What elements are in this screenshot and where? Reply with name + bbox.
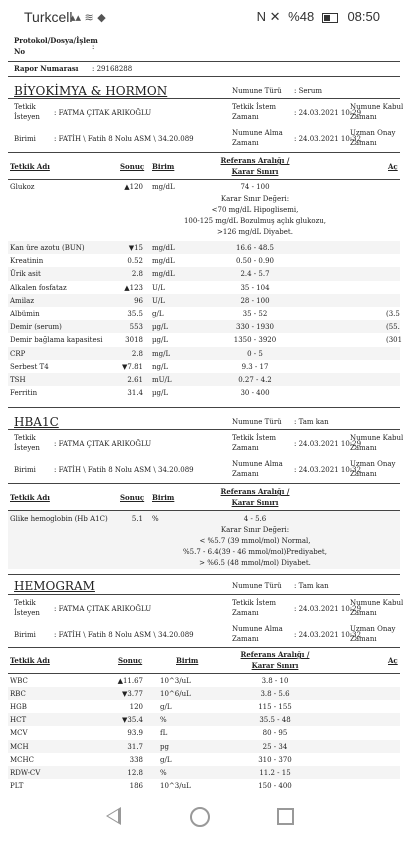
carrier-name: Turkcell xyxy=(24,9,73,25)
divider xyxy=(8,429,400,430)
col-ac: Aç xyxy=(388,656,398,665)
divider xyxy=(8,407,400,408)
test-name: CRP xyxy=(10,349,26,358)
section-title-hba1c: HBA1C xyxy=(14,415,59,429)
karar-line: >126 mg/dL Diyabet. xyxy=(217,228,293,236)
alma-value: : 24.03.2021 10:32 xyxy=(294,631,362,639)
col-sonuc: Sonuç xyxy=(118,656,143,665)
onay-label: Uzman Onay xyxy=(350,460,396,468)
tetkik-istem-label-2: Zamanı xyxy=(232,444,259,452)
col-referans: Referans Aralığı / xyxy=(220,487,290,496)
col-birim: Birim xyxy=(176,656,199,665)
numune-turu-label: Numune Türü xyxy=(232,582,282,590)
test-extra: (55. xyxy=(386,323,400,332)
test-unit: 10^6/uL xyxy=(160,690,191,699)
home-icon[interactable] xyxy=(190,807,210,827)
test-name: MCH xyxy=(10,742,29,751)
alma-label: Numune Alma xyxy=(232,460,283,468)
test-unit: mg/dL xyxy=(152,244,175,252)
test-unit: % xyxy=(160,716,167,725)
test-result: ▲120 xyxy=(124,183,143,191)
test-extra: (3.5 xyxy=(386,310,400,318)
tetkik-istem-label: Tetkik İstem xyxy=(232,599,276,607)
section-title-hemogram: HEMOGRAM xyxy=(14,579,95,593)
test-name: WBC xyxy=(10,677,28,685)
test-name: PLT xyxy=(10,781,24,790)
test-unit: U/L xyxy=(152,283,165,292)
test-unit: µg/L xyxy=(152,336,169,345)
section-title-biyokimya: BİYOKİMYA & HORMON xyxy=(14,84,168,98)
test-ref: 3.8 - 10 xyxy=(261,677,289,685)
nfc-mute-icon: N ✕ xyxy=(256,9,281,24)
test-unit: pg xyxy=(160,742,169,751)
alma-value: : 24.03.2021 10:32 xyxy=(294,466,362,474)
protokol-label-2: No xyxy=(14,47,26,56)
test-unit: mg/dL xyxy=(152,183,175,191)
test-name: HCT xyxy=(10,716,27,725)
karar-line: <70 mg/dL Hipoglisemi, xyxy=(211,206,299,214)
col-referans: Referans Aralığı / xyxy=(220,156,290,165)
istem-value: : 24.03.2021 10:29 xyxy=(294,440,362,448)
test-result: 5.1 xyxy=(131,515,143,523)
test-result: ▲11.67 xyxy=(117,677,143,685)
divider xyxy=(8,179,400,180)
battery-icon xyxy=(322,13,338,23)
test-result: ▼35.4 xyxy=(122,716,143,725)
test-ref: 2.4 - 5.7 xyxy=(240,270,270,279)
test-result: 2.61 xyxy=(127,376,143,384)
test-result: 2.8 xyxy=(131,270,143,279)
test-unit: mg/L xyxy=(152,349,171,358)
birimi-value: : FATİH \ Fatih 8 Nolu ASM \ 34.20.089 xyxy=(54,631,194,639)
test-name: MCHC xyxy=(10,755,34,764)
karar-line: > %6.5 (48 mmol/mol) Diyabet. xyxy=(199,559,311,567)
test-ref: 35 - 104 xyxy=(240,283,270,292)
test-name: Demir (serum) xyxy=(10,323,62,332)
test-ref: 150 - 400 xyxy=(258,781,292,790)
col-referans: Referans Aralığı / xyxy=(240,650,310,659)
divider xyxy=(8,574,400,575)
col-karar: Karar Sınırı xyxy=(251,661,299,670)
test-ref: 11.2 - 15 xyxy=(259,768,291,777)
alma-label: Numune Alma xyxy=(232,625,283,633)
tetkik-istem-label: Tetkik İstem xyxy=(232,434,276,442)
test-name: TSH xyxy=(10,376,26,384)
test-extra: (301 xyxy=(386,336,403,345)
battery-percent: %48 xyxy=(288,9,315,24)
kabul-label: Numune Kabul xyxy=(350,103,403,111)
birimi-label: Birimi xyxy=(14,466,36,474)
test-result: ▼15 xyxy=(128,244,143,252)
kabul-label: Numune Kabul xyxy=(350,434,403,442)
test-result: 12.8 xyxy=(127,768,143,777)
test-result: 35.5 xyxy=(127,310,143,318)
recent-apps-icon[interactable] xyxy=(277,808,294,825)
test-unit: U/L xyxy=(152,296,165,305)
test-ref: 28 - 100 xyxy=(240,296,270,305)
test-name: Albümin xyxy=(10,310,40,318)
test-ref: 35 - 52 xyxy=(242,310,268,318)
alma-label-2: Zamanı xyxy=(232,139,259,147)
col-tetkik-adi: Tetkik Adı xyxy=(10,493,50,502)
karar-line: %5.7 - 6.4(39 - 46 mmol/mol)Prediyabet, xyxy=(183,548,327,556)
test-result: 120 xyxy=(129,703,143,712)
test-name: Glike hemoglobin (Hb A1C) xyxy=(10,515,108,523)
test-ref: 330 - 1930 xyxy=(236,323,274,332)
istem-value: : 24.03.2021 10:29 xyxy=(294,109,362,117)
divider xyxy=(8,647,400,648)
alma-label: Numune Alma xyxy=(232,129,283,137)
signal-wifi-icon: ▴▴ ≋ ◆ xyxy=(70,11,106,24)
test-ref: 310 - 370 xyxy=(258,755,292,764)
test-unit: ng/L xyxy=(152,362,168,371)
test-name: MCV xyxy=(10,729,28,738)
test-result: 186 xyxy=(129,781,143,790)
test-ref: 3.8 - 5.6 xyxy=(260,690,290,699)
test-result: 2.8 xyxy=(131,349,143,358)
status-bar xyxy=(0,0,400,34)
navigation-bar xyxy=(0,794,400,844)
test-ref: 35.5 - 48 xyxy=(259,716,291,725)
doctor-name: : FATMA ÇITAK ARIKOĞLU xyxy=(54,440,152,448)
test-unit: fL xyxy=(160,729,168,738)
test-result: 338 xyxy=(129,755,143,764)
tetkik-istem-label-2: Zamanı xyxy=(232,609,259,617)
tetkik-isteyen-label: Tetkik xyxy=(14,434,36,442)
test-result: 31.7 xyxy=(127,742,143,751)
kabul-label: Numune Kabul xyxy=(350,599,403,607)
test-result: 3018 xyxy=(125,336,143,345)
test-ref: 4 - 5.6 xyxy=(243,515,267,523)
numune-turu-label: Numune Türü xyxy=(232,87,282,95)
test-result: ▲123 xyxy=(124,283,143,292)
test-result: 96 xyxy=(134,296,143,305)
test-name: Kreatinin xyxy=(10,257,44,266)
tetkik-istem-label: Tetkik İstem xyxy=(232,103,276,111)
test-ref: 74 - 100 xyxy=(240,183,270,191)
divider xyxy=(8,152,400,153)
tetkik-istem-label-2: Zamanı xyxy=(232,113,259,121)
karar-line: 100-125 mg/dL Bozulmuş açlık glukozu, xyxy=(183,217,327,225)
alma-label-2: Zamanı xyxy=(232,635,259,643)
test-name: Serbest T4 xyxy=(10,362,49,371)
divider xyxy=(8,594,400,595)
back-icon[interactable] xyxy=(106,807,121,825)
test-name: Alkalen fosfataz xyxy=(10,283,67,292)
onay-label-2: Zamanı xyxy=(350,470,377,478)
test-ref: 25 - 34 xyxy=(262,742,288,751)
kabul-label-2: Zamanı xyxy=(350,444,377,452)
onay-label: Uzman Onay xyxy=(350,625,396,633)
test-ref: 0.50 - 0.90 xyxy=(236,257,274,266)
test-result: 93.9 xyxy=(127,729,143,738)
alma-label-2: Zamanı xyxy=(232,470,259,478)
numune-turu-label: Numune Türü xyxy=(232,418,282,426)
test-unit: µg/L xyxy=(152,323,169,332)
birimi-label: Birimi xyxy=(14,135,36,143)
test-ref: 30 - 400 xyxy=(240,389,270,398)
test-name: HGB xyxy=(10,703,27,712)
numune-turu-value: : Tam kan xyxy=(294,582,329,590)
test-unit: mg/dL xyxy=(152,270,175,279)
test-ref: 80 - 95 xyxy=(262,729,288,738)
lab-report-document[interactable] xyxy=(0,34,403,794)
test-unit: 10^3/uL xyxy=(160,677,191,685)
test-name: RBC xyxy=(10,690,26,699)
numune-turu-value: : Serum xyxy=(294,87,323,95)
test-result: 0.52 xyxy=(127,257,143,266)
col-ac: Aç xyxy=(388,162,398,171)
doctor-name: : FATMA ÇITAK ARIKOĞLU xyxy=(54,109,152,117)
test-name: Amilaz xyxy=(10,296,35,305)
birimi-value: : FATİH \ Fatih 8 Nolu ASM \ 34.20.089 xyxy=(54,466,194,474)
birimi-label: Birimi xyxy=(14,631,36,639)
test-ref: 0.27 - 4.2 xyxy=(238,376,272,384)
test-name: Ürik asit xyxy=(10,270,41,279)
divider xyxy=(8,673,400,674)
col-sonuc: Sonuç xyxy=(120,162,145,171)
birimi-value: : FATİH \ Fatih 8 Nolu ASM \ 34.20.089 xyxy=(54,135,194,143)
test-unit: g/L xyxy=(160,755,172,764)
test-name: Glukoz xyxy=(10,183,35,191)
kabul-label-2: Zamanı xyxy=(350,609,377,617)
karar-line: Karar Sınır Değeri: xyxy=(220,526,290,534)
test-unit: g/L xyxy=(160,703,172,712)
col-sonuc: Sonuç xyxy=(120,493,145,502)
test-unit: g/L xyxy=(152,310,164,318)
karar-line: Karar Sınır Değeri: xyxy=(220,195,290,203)
tetkik-isteyen-label: Tetkik xyxy=(14,103,36,111)
divider xyxy=(8,76,400,77)
test-name: Kan üre azotu (BUN) xyxy=(10,244,85,252)
onay-label-2: Zamanı xyxy=(350,139,377,147)
test-unit: % xyxy=(152,515,159,523)
istem-value: : 24.03.2021 10:29 xyxy=(294,605,362,613)
tetkik-isteyen-label-2: İsteyen xyxy=(14,113,40,121)
tetkik-isteyen-label-2: İsteyen xyxy=(14,609,40,617)
test-unit: µg/L xyxy=(152,389,169,398)
clock: 08:50 xyxy=(347,9,380,24)
test-name: Demir bağlama kapasitesi xyxy=(10,336,103,345)
test-result: ▼7.81 xyxy=(122,362,143,371)
col-tetkik-adi: Tetkik Adı xyxy=(10,656,50,665)
test-ref: 115 - 155 xyxy=(258,703,292,712)
test-ref: 9.3 - 17 xyxy=(241,362,269,371)
rapor-label: Rapor Numarası xyxy=(14,64,79,73)
karar-line: < %5.7 (39 mmol/mol) Normal, xyxy=(199,537,311,545)
test-unit: 10^3/uL xyxy=(160,781,191,790)
protokol-colon: : xyxy=(92,43,95,51)
col-birim: Birim xyxy=(152,493,175,502)
divider xyxy=(8,61,400,62)
test-ref: 0 - 5 xyxy=(247,349,263,358)
divider xyxy=(8,98,400,99)
test-result: ▼3.77 xyxy=(122,690,143,699)
test-name: Ferritin xyxy=(10,389,38,398)
protokol-label: Protokol/Dosya/İşlem xyxy=(14,36,98,45)
numune-turu-value: : Tam kan xyxy=(294,418,329,426)
status-right xyxy=(253,9,380,25)
onay-label-2: Zamanı xyxy=(350,635,377,643)
test-result: 553 xyxy=(129,323,143,332)
test-unit: % xyxy=(160,768,167,777)
test-ref: 1350 - 3920 xyxy=(233,336,277,345)
col-karar: Karar Sınırı xyxy=(231,167,279,176)
kabul-label-2: Zamanı xyxy=(350,113,377,121)
rapor-value: : 29168288 xyxy=(92,65,133,73)
test-unit: mU/L xyxy=(152,376,172,384)
tetkik-isteyen-label: Tetkik xyxy=(14,599,36,607)
col-tetkik-adi: Tetkik Adı xyxy=(10,162,50,171)
doctor-name: : FATMA ÇITAK ARIKOĞLU xyxy=(54,605,152,613)
divider xyxy=(8,483,400,484)
onay-label: Uzman Onay xyxy=(350,129,396,137)
col-karar: Karar Sınırı xyxy=(231,498,279,507)
test-unit: mg/dL xyxy=(152,257,175,266)
test-name: RDW-CV xyxy=(10,768,41,777)
tetkik-isteyen-label-2: İsteyen xyxy=(14,444,40,452)
test-ref: 16.6 - 48.5 xyxy=(236,244,274,252)
col-birim: Birim xyxy=(152,162,175,171)
alma-value: : 24.03.2021 10:32 xyxy=(294,135,362,143)
test-result: 31.4 xyxy=(127,389,143,398)
